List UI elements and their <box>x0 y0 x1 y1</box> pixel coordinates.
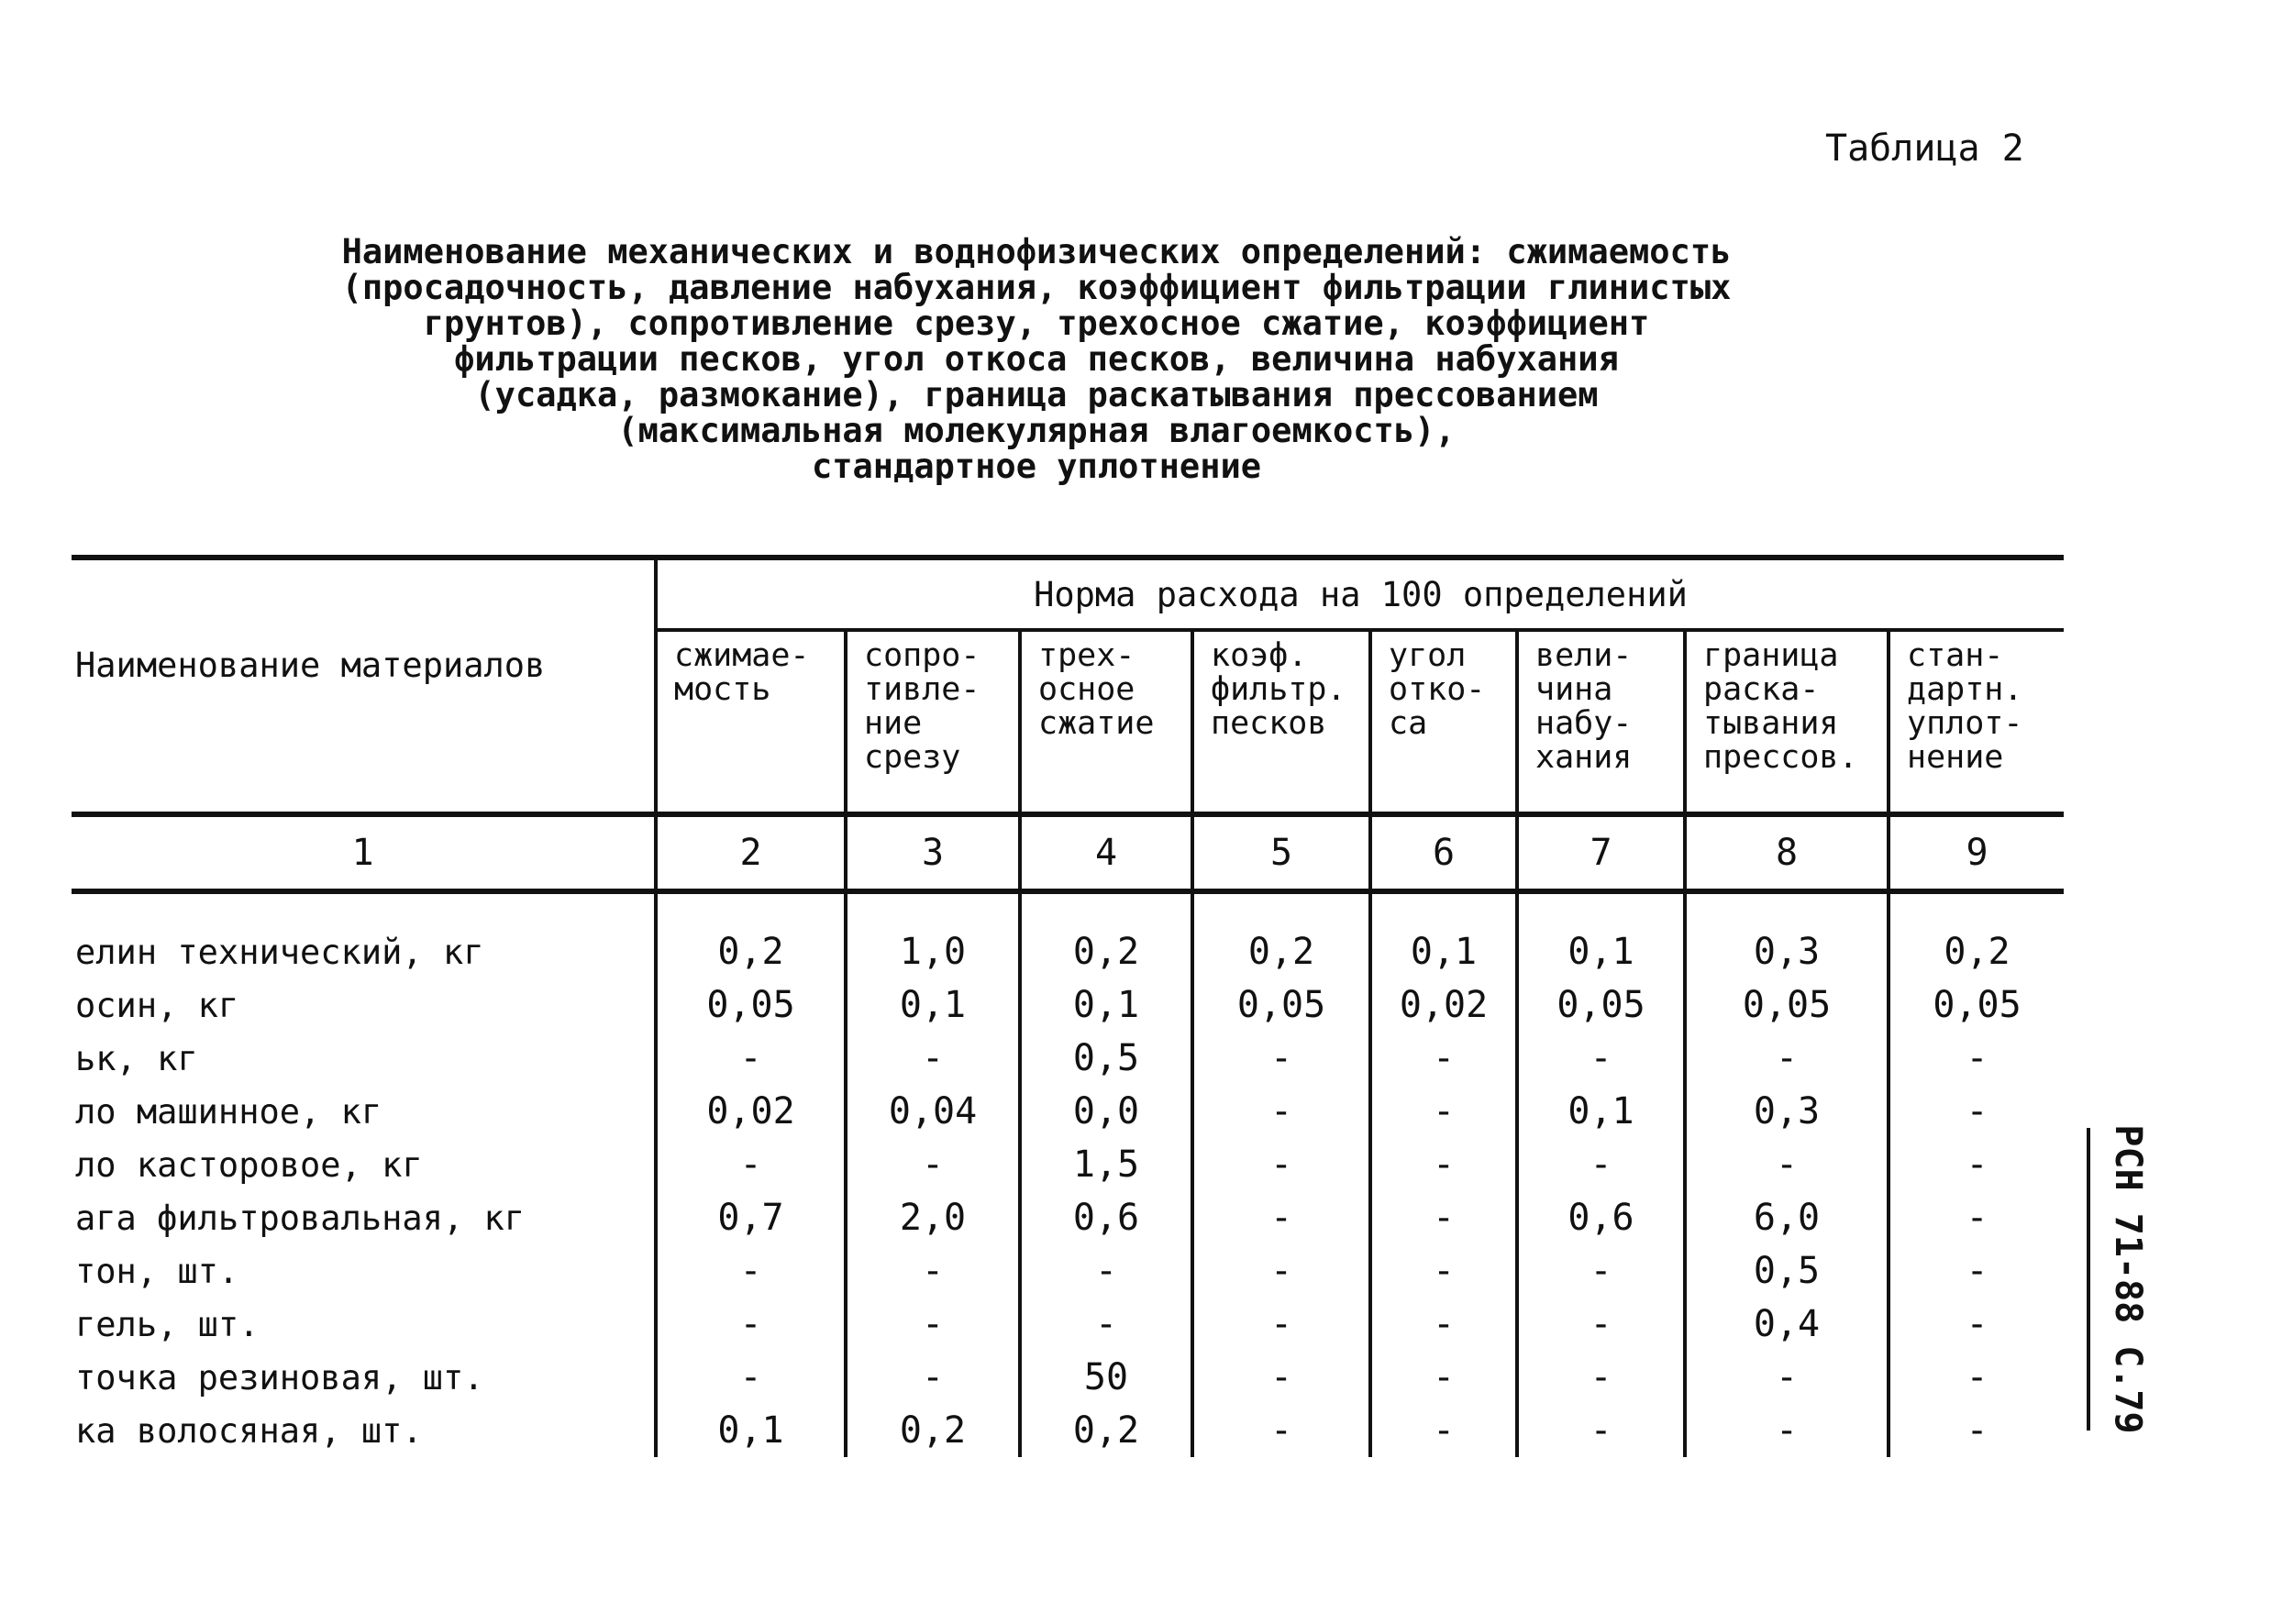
header-material-name: Наименование материалов <box>75 646 546 685</box>
value-cell: - <box>1370 1191 1517 1244</box>
column-number: 7 <box>1517 814 1685 891</box>
table-row <box>72 891 2064 978</box>
value-cell: 0,4 <box>1685 1298 1889 1351</box>
value-cell: - <box>656 1032 846 1085</box>
table-row <box>72 1085 2064 1138</box>
value-cell: 0,05 <box>656 978 846 1032</box>
value-cell: 0,2 <box>656 891 846 978</box>
title-line: (максимальная молекулярная влагоемкость), <box>617 411 1456 450</box>
value-cell: 0,1 <box>656 1404 846 1457</box>
value-cell: - <box>1370 1298 1517 1351</box>
value-cell: 0,02 <box>656 1085 846 1138</box>
column-number: 1 <box>351 832 374 874</box>
value-cell: - <box>1889 1404 2064 1457</box>
material-name: ло касторовое, кг <box>75 1144 423 1185</box>
value-cell: - <box>1889 1351 2064 1404</box>
header-column: вели- чина набу- хания <box>1517 630 1685 814</box>
material-name: ка волосяная, шт. <box>75 1410 423 1451</box>
value-cell: 0,7 <box>656 1191 846 1244</box>
header-column: коэф. фильтр. песков <box>1192 630 1370 814</box>
value-cell: 1,0 <box>846 891 1020 978</box>
value-cell: 1,5 <box>1020 1138 1192 1191</box>
column-number: 8 <box>1685 814 1889 891</box>
document-code: РСН 71-88 С.79 <box>2107 1124 2149 1434</box>
column-number: 9 <box>1889 814 2064 891</box>
value-cell: - <box>1370 1138 1517 1191</box>
value-cell: - <box>1685 1032 1889 1085</box>
value-cell: - <box>656 1351 846 1404</box>
table-row <box>72 1351 2064 1404</box>
column-number: 4 <box>1020 814 1192 891</box>
value-cell: 2,0 <box>846 1191 1020 1244</box>
value-cell: - <box>1889 1244 2064 1298</box>
materials-table <box>72 555 2064 1457</box>
value-cell: - <box>1685 1138 1889 1191</box>
table-row <box>72 1404 2064 1457</box>
value-cell: 0,05 <box>1685 978 1889 1032</box>
value-cell: 0,05 <box>1889 978 2064 1032</box>
value-cell: - <box>1889 1298 2064 1351</box>
column-number: 5 <box>1192 814 1370 891</box>
material-name: ага фильтровальная, кг <box>75 1198 526 1238</box>
column-number: 2 <box>656 814 846 891</box>
value-cell: - <box>1192 1404 1370 1457</box>
value-cell: - <box>1370 1085 1517 1138</box>
value-cell: - <box>1517 1032 1685 1085</box>
header-column: трех- осное сжатие <box>1020 630 1192 814</box>
header-column: граница раска- тывания прессов. <box>1685 630 1889 814</box>
value-cell: - <box>1192 1244 1370 1298</box>
value-cell: - <box>846 1032 1020 1085</box>
value-cell: - <box>1370 1032 1517 1085</box>
table-row <box>72 1032 2064 1085</box>
value-cell: - <box>1192 1298 1370 1351</box>
value-cell: - <box>1889 1138 2064 1191</box>
material-name: ло машинное, кг <box>75 1091 382 1132</box>
value-cell: 0,05 <box>1192 978 1370 1032</box>
value-cell: - <box>1192 1351 1370 1404</box>
value-cell: 0,5 <box>1020 1032 1192 1085</box>
material-name: точка резиновая, шт. <box>75 1357 484 1398</box>
value-cell: - <box>1517 1244 1685 1298</box>
header-column: сжимае- мость <box>656 630 846 814</box>
document-title <box>238 234 1834 484</box>
value-cell: 6,0 <box>1685 1191 1889 1244</box>
value-cell: - <box>656 1138 846 1191</box>
value-cell: 0,5 <box>1685 1244 1889 1298</box>
value-cell: - <box>846 1351 1020 1404</box>
table-row <box>72 1298 2064 1351</box>
header-norm: Норма расхода на 100 определений <box>656 558 2064 630</box>
title-line: грунтов), сопротивление срезу, трехосное сжатие, коэффициент <box>423 304 1650 343</box>
value-cell: 0,05 <box>1517 978 1685 1032</box>
value-cell: 0,0 <box>1020 1085 1192 1138</box>
table-row <box>72 1138 2064 1191</box>
title-line: Наименование механических и воднофизических определений: сжимаемость <box>341 232 1732 271</box>
value-cell: - <box>1192 1191 1370 1244</box>
column-number-row <box>72 814 2064 891</box>
value-cell: - <box>1685 1351 1889 1404</box>
value-cell: 0,6 <box>1020 1191 1192 1244</box>
value-cell: - <box>1192 1085 1370 1138</box>
title-line: стандартное уплотнение <box>811 447 1262 486</box>
value-cell: - <box>1192 1138 1370 1191</box>
column-number: 3 <box>846 814 1020 891</box>
value-cell: 0,2 <box>1020 891 1192 978</box>
value-cell: - <box>1685 1404 1889 1457</box>
value-cell: - <box>1517 1138 1685 1191</box>
value-cell: 0,1 <box>846 978 1020 1032</box>
value-cell: - <box>1370 1244 1517 1298</box>
title-line: фильтрации песков, угол откоса песков, величина набухания <box>454 339 1619 379</box>
header-column: стан- дартн. уплот- нение <box>1889 630 2064 814</box>
value-cell: - <box>1889 1085 2064 1138</box>
table-row <box>72 1191 2064 1244</box>
value-cell: 0,6 <box>1517 1191 1685 1244</box>
material-name: осин, кг <box>75 985 239 1025</box>
value-cell: - <box>1020 1298 1192 1351</box>
material-name: елин технический, кг <box>75 932 484 972</box>
value-cell: - <box>656 1244 846 1298</box>
value-cell: 0,04 <box>846 1085 1020 1138</box>
table-label: Таблица 2 <box>1825 127 2024 170</box>
material-name: тон, шт. <box>75 1251 239 1291</box>
value-cell: 0,2 <box>846 1404 1020 1457</box>
value-cell: - <box>846 1298 1020 1351</box>
column-number: 6 <box>1370 814 1517 891</box>
title-line: (просадочность, давление набухания, коэффициент фильтрации глинистых <box>341 268 1732 307</box>
value-cell: - <box>846 1138 1020 1191</box>
value-cell: - <box>1192 1032 1370 1085</box>
value-cell: - <box>846 1244 1020 1298</box>
table-row <box>72 1244 2064 1298</box>
value-cell: 0,2 <box>1192 891 1370 978</box>
value-cell: - <box>1517 1404 1685 1457</box>
material-name: гель, шт. <box>75 1304 260 1344</box>
value-cell: 0,3 <box>1685 1085 1889 1138</box>
value-cell: 0,1 <box>1370 891 1517 978</box>
header-column: угол отко- са <box>1370 630 1517 814</box>
value-cell: - <box>1020 1244 1192 1298</box>
header-column: сопро- тивле- ние срезу <box>846 630 1020 814</box>
value-cell: - <box>1889 1032 2064 1085</box>
value-cell: 0,3 <box>1685 891 1889 978</box>
value-cell: - <box>1370 1404 1517 1457</box>
value-cell: 0,1 <box>1517 891 1685 978</box>
value-cell: 0,1 <box>1020 978 1192 1032</box>
value-cell: 50 <box>1020 1351 1192 1404</box>
title-line: (усадка, размокание), граница раскатывания прессованием <box>474 375 1599 414</box>
value-cell: 0,2 <box>1889 891 2064 978</box>
value-cell: - <box>1889 1191 2064 1244</box>
table-row <box>72 978 2064 1032</box>
value-cell: - <box>656 1298 846 1351</box>
value-cell: 0,1 <box>1517 1085 1685 1138</box>
value-cell: - <box>1370 1351 1517 1404</box>
value-cell: - <box>1517 1351 1685 1404</box>
value-cell: 0,02 <box>1370 978 1517 1032</box>
value-cell: 0,2 <box>1020 1404 1192 1457</box>
material-name: ьк, кг <box>75 1038 198 1078</box>
value-cell: - <box>1517 1298 1685 1351</box>
